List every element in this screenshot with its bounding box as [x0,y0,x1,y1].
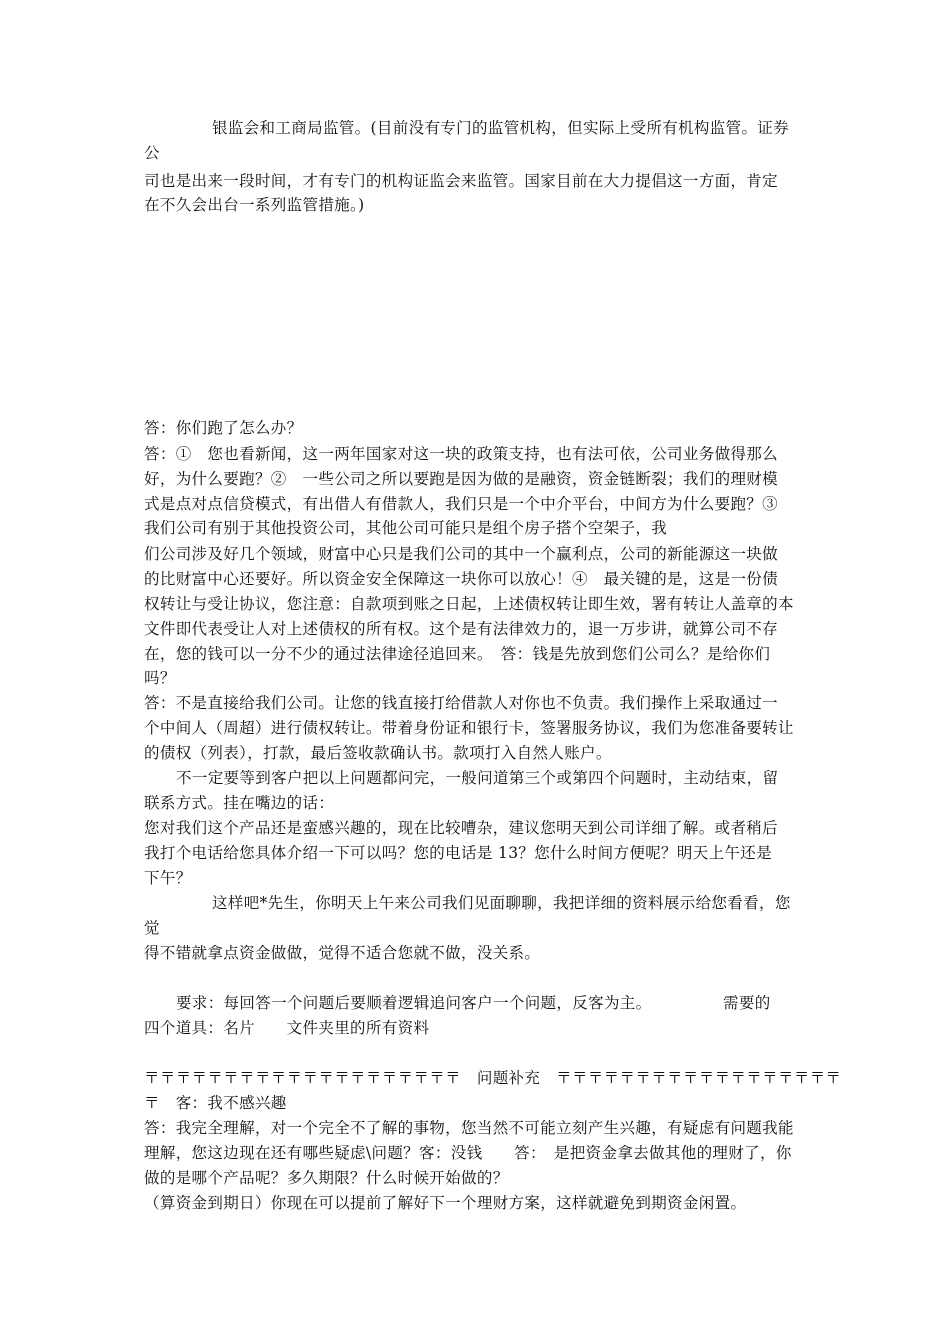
text-line: 答：你们跑了怎么办？ [144,419,303,437]
text-line: （算资金到期日）你现在可以提前了解好下一个理财方案，这样就避免到期资金闲置。 [144,1194,747,1212]
text-line: 下午？ [144,869,192,887]
text-line: 吗？ [144,669,176,687]
text-line: 们公司涉及好几个领域，财富中心只是我们公司的其中一个赢利点，公司的新能源这一块做 [144,545,779,563]
text-line: 答：① 您也看新闻，这一两年国家对这一块的政策支持，也有法可依，公司业务做得那么 [144,445,779,463]
text-line: 您对我们这个产品还是蛮感兴趣的，现在比较嘈杂，建议您明天到公司详细了解。或者稍后 [144,819,779,837]
text-line: 文件即代表受让人对上述债权的所有权。这个是有法律效力的，退一万步讲，就算公司不存 [144,620,779,638]
text-line: 银监会和工商局监管。(目前没有专门的监管机构，但实际上受所有机构监管。证券 [212,119,789,137]
text-line: 好，为什么要跑？② 一些公司之所以要跑是因为做的是融资，资金链断裂；我们的理财模 [144,470,779,488]
text-line: 我们公司有别于其他投资公司，其他公司可能只是组个房子搭个空架子，我 [144,519,668,537]
text-line: 四个道具：名片 文件夹里的所有资料 [144,1019,430,1037]
text-line: 司也是出来一段时间，才有专门的机构证监会来监管。国家目前在大力提倡这一方面，肯定 [144,172,779,190]
text-line: 我打个电话给您具体介绍一下可以吗？您的电话是 13？您什么时间方便呢？明天上午还是 [144,844,773,862]
text-line: 觉 [144,919,160,937]
text-line: 理解，您这边现在还有哪些疑虑\问题？客：没钱 答： 是把资金拿去做其他的理财了，你 [144,1144,792,1162]
text-line: 做的是哪个产品呢？多久期限？什么时候开始做的？ [144,1169,509,1187]
text-line: 〒〒〒〒〒〒〒〒〒〒〒〒〒〒〒〒〒〒〒〒 问题补充 〒〒〒〒〒〒〒〒〒〒〒〒〒〒〒〒〒〒 [144,1069,842,1087]
text-line: 的比财富中心还要好。所以资金安全保障这一块你可以放心！④ 最关键的是，这是一份债 [144,570,779,588]
text-line: 个中间人（周超）进行债权转让。带着身份证和银行卡，签署服务协议，我们为您准备要转让 [144,719,794,737]
text-line: 的债权（列表），打款，最后签收款确认书。款项打入自然人账户。 [144,744,612,762]
text-line: 要求：每回答一个问题后要顺着逻辑追问客户一个问题，反客为主。 需要的 [176,994,771,1012]
text-line: 不一定要等到客户把以上问题都问完，一般问道第三个或第四个问题时，主动结束，留 [176,769,779,787]
text-line: 权转让与受让协议，您注意：自款项到账之日起，上述债权转让即生效，署有转让人盖章的本 [144,595,794,613]
text-line: 答：我完全理解，对一个完全不了解的事物，您当然不可能立刻产生兴趣，有疑虑有问题我能 [144,1119,794,1137]
text-line: 公 [144,144,160,162]
text-line: 在，您的钱可以一分不少的通过法律途径追回来。 答：钱是先放到您们公司么？是给你们 [144,645,771,663]
text-line: 〒 客：我不感兴趣 [144,1094,287,1112]
text-line: 答：不是直接给我们公司。让您的钱直接打给借款人对你也不负责。我们操作上采取通过一 [144,694,779,712]
text-line: 式是点对点信贷模式，有出借人有借款人，我们只是一个中介平台，中间方为什么要跑？③ [144,495,779,513]
text-line: 在不久会出台一系列监管措施。) [144,196,365,214]
text-line: 联系方式。挂在嘴边的话： [144,794,335,812]
text-line: 得不错就拿点资金做做，觉得不适合您就不做，没关系。 [144,944,541,962]
text-line: 这样吧*先生，你明天上午来公司我们见面聊聊，我把详细的资料展示给您看看，您 [212,894,791,912]
